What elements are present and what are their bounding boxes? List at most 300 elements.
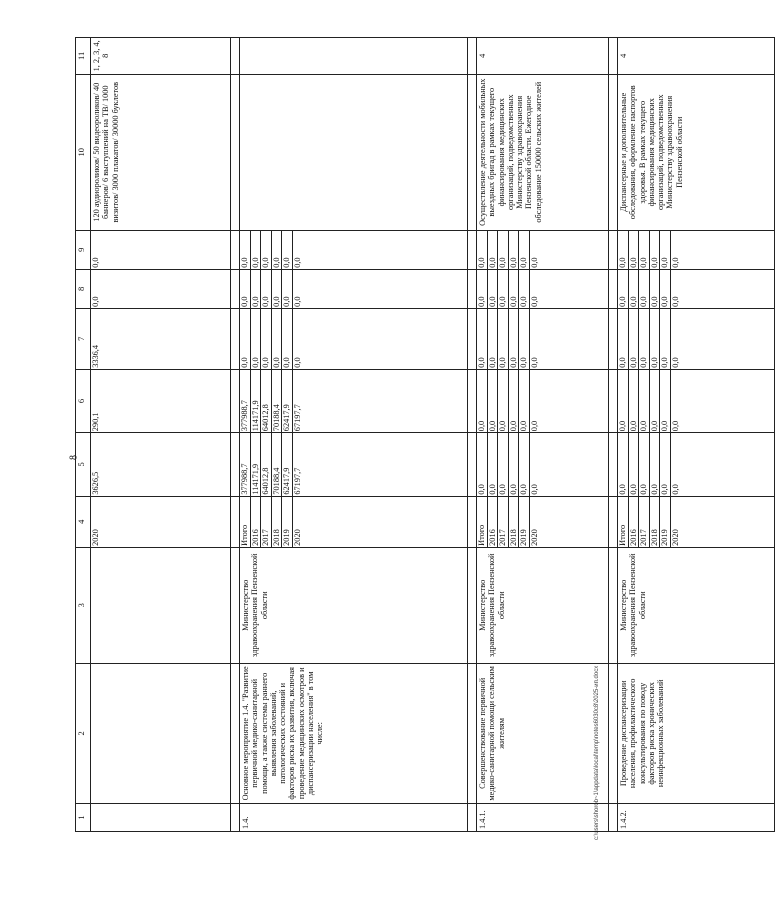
value: 0,0 <box>519 309 530 369</box>
header-cell: 4 <box>76 496 91 547</box>
header-cell: 6 <box>76 369 91 432</box>
sub-row <box>282 231 293 269</box>
sub-row <box>250 433 261 495</box>
value: 0,0 <box>670 420 680 432</box>
sub-row <box>261 270 272 308</box>
value: 0,0 <box>639 370 650 432</box>
separator-row <box>609 38 618 832</box>
value: 0,0 <box>477 231 487 269</box>
value: 0,0 <box>498 433 509 495</box>
sub-row <box>519 433 530 495</box>
value: 0,0 <box>649 231 660 269</box>
years-cell-list <box>91 497 101 547</box>
separator-cell <box>468 496 477 547</box>
sub-row <box>292 370 302 432</box>
col7-cell-list <box>618 309 681 369</box>
col7-cell <box>240 308 468 369</box>
sub-row <box>261 497 272 547</box>
value: 0,0 <box>508 270 519 308</box>
col9-cell-list <box>477 231 540 269</box>
value: 0,0 <box>271 231 282 269</box>
value: 67197,7 <box>292 404 302 432</box>
sub-row <box>519 231 530 269</box>
years-cell <box>240 496 468 547</box>
separator-cell <box>609 433 618 496</box>
sub-row <box>240 231 250 269</box>
value: 0,0 <box>498 270 509 308</box>
value: 62417,9 <box>282 370 293 432</box>
value: 0,0 <box>529 296 539 307</box>
sub-row <box>670 433 680 495</box>
sub-row <box>271 231 282 269</box>
sub-row <box>508 231 519 269</box>
sub-row <box>261 309 272 369</box>
separator-cell <box>468 74 477 230</box>
executor: Министерство здравоохранения Пензенской области <box>477 547 609 663</box>
value: 2017 <box>261 497 272 547</box>
value: 2020 <box>670 529 680 546</box>
value: 0,0 <box>250 270 261 308</box>
expected-result <box>240 74 468 230</box>
value: 0,0 <box>261 231 272 269</box>
separator-cell <box>231 269 240 308</box>
value: 2018 <box>271 497 282 547</box>
sub-row <box>282 270 293 308</box>
sub-row <box>508 370 519 432</box>
value: 0,0 <box>628 433 639 495</box>
value: 0,0 <box>649 309 660 369</box>
value: 0,0 <box>487 370 498 432</box>
col6-cell <box>618 369 775 432</box>
footer-file-path: c:\users\shorob~1\appdata\local\temp\notes6030c8\2025-ип.docx <box>594 665 600 840</box>
value: 0,0 <box>670 257 680 268</box>
value: 2018 <box>649 497 660 547</box>
value: 0,0 <box>292 357 302 368</box>
col8-cell-list <box>618 270 681 308</box>
col5-cell <box>618 433 775 496</box>
indicator-link: 4 <box>477 38 609 75</box>
col5-cell-list <box>240 433 303 495</box>
value: 114171,9 <box>250 370 261 432</box>
col6-cell-list <box>477 370 540 432</box>
sub-row <box>91 231 101 269</box>
sub-row <box>618 231 628 269</box>
table-row <box>618 38 775 832</box>
sub-row <box>487 370 498 432</box>
value: 0,0 <box>529 484 539 495</box>
sub-row <box>670 231 680 269</box>
value: 0,0 <box>250 231 261 269</box>
value: 0,0 <box>628 270 639 308</box>
page-number: 8 <box>68 455 80 460</box>
sub-row <box>660 370 671 432</box>
value: 2020 <box>529 529 539 546</box>
separator-cell <box>231 38 240 75</box>
value: 0,0 <box>649 370 660 432</box>
measure-name <box>91 663 231 803</box>
value: 0,0 <box>91 257 100 268</box>
value: 0,0 <box>628 370 639 432</box>
separator-cell <box>468 230 477 269</box>
col7-cell-list <box>477 309 540 369</box>
value: 0,0 <box>498 309 509 369</box>
value: 0,0 <box>639 309 650 369</box>
sub-row <box>487 231 498 269</box>
sub-row <box>282 497 293 547</box>
sub-row <box>271 270 282 308</box>
expected-result: 120 аудиороликов/ 50 видеороликов/ 40 баннеров/ 6 выступлений на ТВ/ 1000 визитов/ 3000 плакатов/ 30000 буклетов <box>91 74 231 230</box>
value: 2017 <box>498 497 509 547</box>
sub-row <box>519 270 530 308</box>
value: 64012,8 <box>261 433 272 495</box>
col8-cell <box>91 269 231 308</box>
sub-row <box>660 309 671 369</box>
col7-cell <box>618 308 775 369</box>
separator-cell <box>468 547 477 663</box>
value: 0,0 <box>508 309 519 369</box>
value: 0,0 <box>240 309 250 369</box>
sub-row <box>498 497 509 547</box>
sub-row <box>649 309 660 369</box>
value: 0,0 <box>261 309 272 369</box>
header-cell: 10 <box>76 74 91 230</box>
value: 0,0 <box>670 296 680 307</box>
value: 0,0 <box>660 231 671 269</box>
col5-cell <box>91 433 231 496</box>
value: 290,1 <box>91 412 100 432</box>
sub-row <box>639 370 650 432</box>
sub-row <box>670 370 680 432</box>
value: 62417,9 <box>282 433 293 495</box>
col6-cell-list <box>618 370 681 432</box>
value: 0,0 <box>628 309 639 369</box>
col5-cell-list <box>618 433 681 495</box>
separator-cell <box>231 74 240 230</box>
value: 3626,5 <box>91 471 100 495</box>
row-number <box>91 803 231 831</box>
separator-cell <box>609 663 618 803</box>
sub-row <box>282 433 293 495</box>
sub-row <box>477 497 487 547</box>
separator-cell <box>468 803 477 831</box>
measure-name: Основное мероприятие 1.4. "Развитие первичной медико-санитарной помощи, а также системы раннего выявления заболеваний, патологических состояний и факторов риска их развития, включая проведение медицинских осмотров и диспансеризации населения" в том числе: <box>240 663 468 803</box>
header-row <box>76 38 91 832</box>
col9-cell-list <box>91 231 101 269</box>
sub-row <box>660 433 671 495</box>
header-cell: 7 <box>76 308 91 369</box>
value: 0,0 <box>271 309 282 369</box>
value: 64012,8 <box>261 370 272 432</box>
sub-row <box>292 309 302 369</box>
indicator-link <box>240 38 468 75</box>
sub-row <box>639 309 650 369</box>
value: 0,0 <box>519 370 530 432</box>
col7-cell-list <box>240 309 303 369</box>
value: 0,0 <box>508 433 519 495</box>
sub-row <box>508 270 519 308</box>
sub-row <box>618 497 628 547</box>
sub-row <box>670 309 680 369</box>
separator-cell <box>609 547 618 663</box>
sub-row <box>240 370 250 432</box>
header-cell: 9 <box>76 230 91 269</box>
value: 0,0 <box>529 357 539 368</box>
sub-row <box>508 497 519 547</box>
separator-cell <box>231 369 240 432</box>
years-cell-list <box>618 497 681 547</box>
sub-row <box>628 231 639 269</box>
col7-cell <box>91 308 231 369</box>
value: 0,0 <box>91 296 100 307</box>
separator-cell <box>468 269 477 308</box>
sub-row <box>477 433 487 495</box>
separator-row <box>231 38 240 832</box>
separator-cell <box>609 74 618 230</box>
header-cell: 2 <box>76 663 91 803</box>
sub-row <box>250 370 261 432</box>
sub-row <box>250 309 261 369</box>
value: 0,0 <box>292 257 302 268</box>
col7-cell-list <box>91 309 101 369</box>
col5-cell <box>477 433 609 496</box>
sub-row <box>660 231 671 269</box>
value: 0,0 <box>519 433 530 495</box>
value: 0,0 <box>282 309 293 369</box>
sub-row <box>628 370 639 432</box>
value: 0,0 <box>618 370 628 432</box>
col6-cell <box>91 369 231 432</box>
value: 0,0 <box>529 257 539 268</box>
value: 114171,9 <box>250 433 261 495</box>
sub-row <box>91 433 101 495</box>
header-cell: 5 <box>76 433 91 496</box>
sub-row <box>519 309 530 369</box>
sub-row <box>250 270 261 308</box>
header-cell: 11 <box>76 38 91 75</box>
sub-row <box>649 231 660 269</box>
col6-cell-list <box>240 370 303 432</box>
value: 377988,7 <box>240 370 250 432</box>
value: 0,0 <box>639 231 650 269</box>
years-cell <box>618 496 775 547</box>
separator-cell <box>609 369 618 432</box>
value: 0,0 <box>477 309 487 369</box>
col8-cell-list <box>91 270 101 308</box>
separator-cell <box>468 308 477 369</box>
value: 0,0 <box>477 370 487 432</box>
header-cell: 8 <box>76 269 91 308</box>
measure-name: Проведение диспансеризации населения, профилактического консультирования по поводу факторов риска хронических неинфекционных заболеваний <box>618 663 775 803</box>
value: 70188,4 <box>271 370 282 432</box>
col5-cell <box>240 433 468 496</box>
sub-row <box>649 270 660 308</box>
table-row <box>477 38 609 832</box>
value: 0,0 <box>618 433 628 495</box>
value: 0,0 <box>628 231 639 269</box>
sub-row <box>477 370 487 432</box>
sub-row <box>508 309 519 369</box>
sub-row <box>282 309 293 369</box>
value: 0,0 <box>240 231 250 269</box>
value: 0,0 <box>649 433 660 495</box>
separator-cell <box>231 803 240 831</box>
sub-row <box>670 270 680 308</box>
sub-row <box>660 270 671 308</box>
row-number: 1.4. <box>240 803 468 831</box>
sub-row <box>519 370 530 432</box>
sub-row <box>271 497 282 547</box>
sub-row <box>529 497 539 547</box>
col8-cell <box>618 269 775 308</box>
separator-cell <box>231 547 240 663</box>
col6-cell-list <box>91 370 101 432</box>
sub-row <box>508 433 519 495</box>
sub-row <box>519 497 530 547</box>
separator-cell <box>468 433 477 496</box>
sub-row <box>487 433 498 495</box>
separator-cell <box>609 230 618 269</box>
sub-row <box>487 497 498 547</box>
years-cell <box>477 496 609 547</box>
col9-cell-list <box>240 231 303 269</box>
value: 0,0 <box>498 231 509 269</box>
sub-row <box>498 231 509 269</box>
col8-cell <box>240 269 468 308</box>
separator-cell <box>468 38 477 75</box>
separator-cell <box>609 496 618 547</box>
sub-row <box>529 433 539 495</box>
executor <box>91 547 231 663</box>
sub-row <box>649 370 660 432</box>
value: 0,0 <box>639 270 650 308</box>
value: 2019 <box>282 497 293 547</box>
separator-cell <box>609 269 618 308</box>
value: 0,0 <box>639 433 650 495</box>
sub-row <box>649 433 660 495</box>
separator-cell <box>609 803 618 831</box>
sub-row <box>498 309 509 369</box>
value: 2020 <box>292 529 302 546</box>
sub-row <box>639 270 650 308</box>
table-row <box>91 38 231 832</box>
years-cell-list <box>477 497 540 547</box>
value: 3336,4 <box>91 344 100 368</box>
sub-row <box>240 433 250 495</box>
sub-row <box>498 433 509 495</box>
sub-row <box>529 370 539 432</box>
sub-row <box>660 497 671 547</box>
sub-row <box>477 309 487 369</box>
value: 0,0 <box>660 270 671 308</box>
value: 2016 <box>628 497 639 547</box>
value: 0,0 <box>477 270 487 308</box>
sub-row <box>250 231 261 269</box>
col9-cell <box>240 230 468 269</box>
value: 0,0 <box>660 433 671 495</box>
sub-row <box>240 309 250 369</box>
col9-cell <box>618 230 775 269</box>
sub-row <box>618 433 628 495</box>
value: 0,0 <box>477 433 487 495</box>
program-measures-table <box>75 37 775 832</box>
value: 0,0 <box>670 484 680 495</box>
value: 0,0 <box>487 433 498 495</box>
header-cell: 3 <box>76 547 91 663</box>
value: 0,0 <box>487 309 498 369</box>
sub-row <box>261 433 272 495</box>
value: 0,0 <box>271 270 282 308</box>
value: 2019 <box>660 497 671 547</box>
separator-cell <box>231 230 240 269</box>
executor: Министерство здравоохранения Пензенской области <box>240 547 468 663</box>
value: 0,0 <box>508 231 519 269</box>
value: 2016 <box>487 497 498 547</box>
value: 0,0 <box>498 370 509 432</box>
sub-row <box>91 309 101 369</box>
sub-row <box>529 309 539 369</box>
sub-row <box>292 497 302 547</box>
value: 0,0 <box>519 270 530 308</box>
sub-row <box>282 370 293 432</box>
sub-row <box>271 433 282 495</box>
sub-row <box>618 270 628 308</box>
sub-row <box>271 370 282 432</box>
sub-row <box>639 497 650 547</box>
sub-row <box>618 370 628 432</box>
separator-cell <box>231 663 240 803</box>
years-cell <box>91 496 231 547</box>
value: 0,0 <box>670 357 680 368</box>
col8-cell <box>477 269 609 308</box>
value: 0,0 <box>618 270 628 308</box>
separator-row <box>468 38 477 832</box>
value: Итого <box>618 497 628 547</box>
value: 67197,7 <box>292 467 302 495</box>
sub-row <box>261 231 272 269</box>
sub-row <box>292 231 302 269</box>
sub-row <box>628 309 639 369</box>
header-cell: 1 <box>76 803 91 831</box>
value: Итого <box>477 497 487 547</box>
value: 0,0 <box>618 309 628 369</box>
value: 2018 <box>508 497 519 547</box>
value: 0,0 <box>261 270 272 308</box>
expected-result: Осуществление деятельности мобильных выездных бригад в рамках текущего финансирования медицинских организаций, подведомственных Министерству здравоохранения Пензенской области. Ежегодное обследование 150000 сельских жителей <box>477 74 609 230</box>
sub-row <box>240 497 250 547</box>
sub-row <box>487 270 498 308</box>
table-row <box>240 38 468 832</box>
sub-row <box>498 370 509 432</box>
value: 0,0 <box>487 231 498 269</box>
value: 0,0 <box>282 231 293 269</box>
value: 2019 <box>519 497 530 547</box>
value: 0,0 <box>660 370 671 432</box>
sub-row <box>529 270 539 308</box>
sub-row <box>91 370 101 432</box>
col8-cell-list <box>477 270 540 308</box>
sub-row <box>261 370 272 432</box>
value: 0,0 <box>508 370 519 432</box>
value: 0,0 <box>649 270 660 308</box>
sub-row <box>477 270 487 308</box>
sub-row <box>628 433 639 495</box>
indicator-link: 4 <box>618 38 775 75</box>
sub-row <box>91 497 101 547</box>
sub-row <box>292 270 302 308</box>
col5-cell-list <box>91 433 101 495</box>
expected-result: Диспансерные и дополнительные обследования, оформление паспортов здоровья. В рамках текущего финансирования медицинских организаций, подведомственных Министерству здравоохранения Пензенской области <box>618 74 775 230</box>
sub-row <box>649 497 660 547</box>
